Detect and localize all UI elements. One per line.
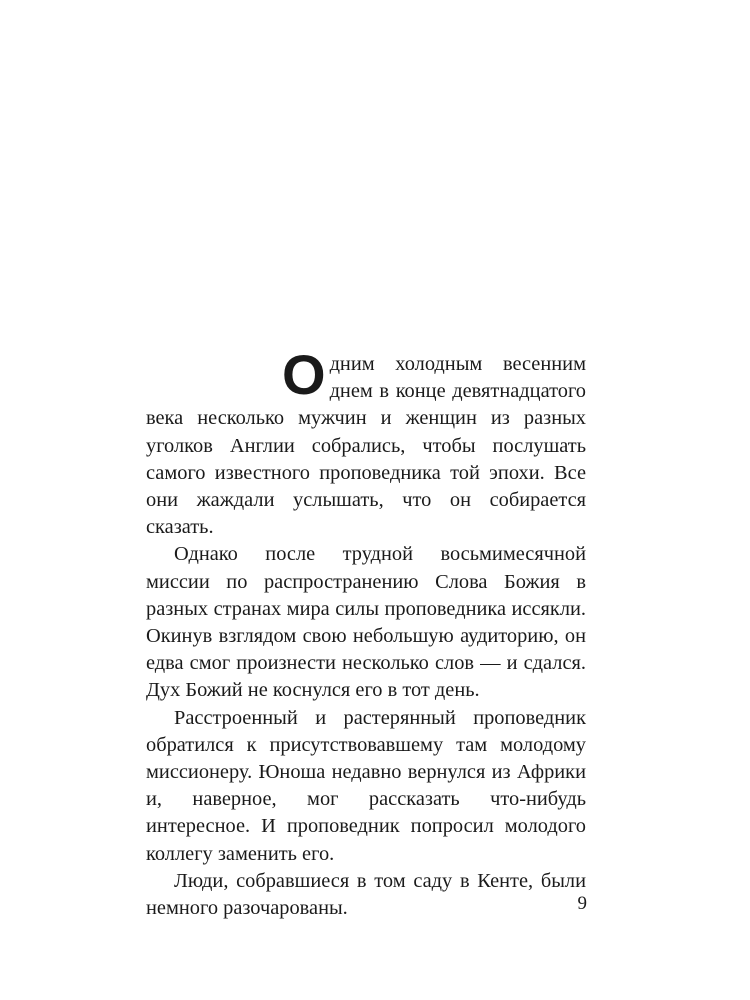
paragraph-2: Однако после трудной восьмимесячной миссии по распространению Слова Божия в разных странах мира силы проповедника иссякли. Окинув взглядом свою небольшую аудиторию, он едва смог произнести несколько слов — и сдался. Дух Божий не коснулся его в тот день. — [146, 543, 586, 702]
page-number: 9 — [577, 893, 587, 914]
paragraph-1 — [146, 343, 586, 541]
paragraph-4: Люди, собравшиеся в том саду в Кенте, были немного разочарованы. — [146, 869, 586, 920]
paragraph-3: Расстроенный и растерянный проповедник обратился к присутствовавшему там молодому миссионеру. Юноша недавно вернулся из Африки и, наверное, мог рассказать что-нибудь интересное. И проповедник попросил молодого коллегу заменить его. — [146, 706, 586, 865]
paragraph-1-text: дним холодным весенним днем в конце девятнадцатого века несколько мужчин и женщин из разных уголков Англии собрались, чтобы послушать самого известного проповедника той эпохи. Все они жаждали услышать, что он собирается сказать. — [146, 353, 586, 539]
drop-cap-letter: О — [282, 343, 326, 406]
body-text — [146, 343, 586, 922]
